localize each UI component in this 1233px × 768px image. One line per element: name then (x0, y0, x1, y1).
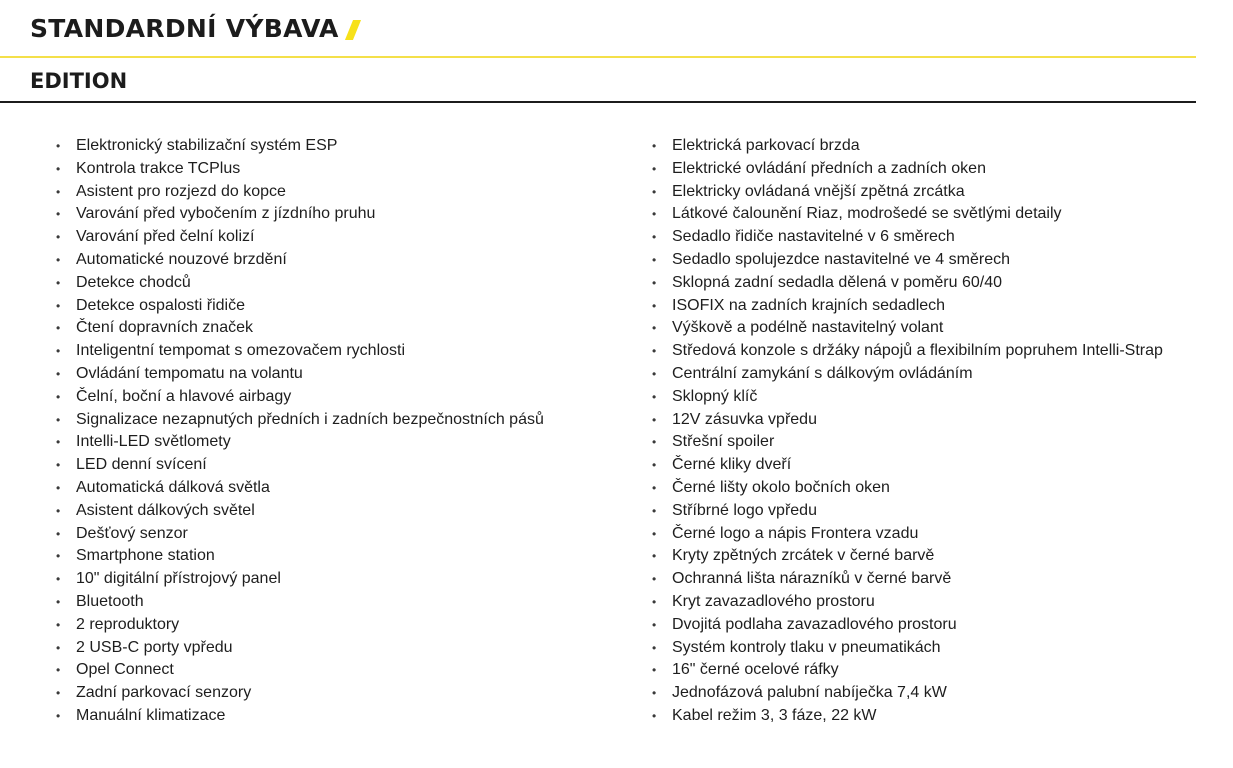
feature-item: • 10" digitální přístrojový panel (56, 568, 636, 591)
feature-item: • Čtení dopravních značek (56, 317, 636, 340)
feature-item: • Zadní parkovací senzory (56, 682, 636, 705)
feature-item: • Inteligentní tempomat s omezovačem rychlosti (56, 340, 636, 363)
feature-item: • Černé logo a nápis Frontera vzadu (652, 523, 1232, 546)
feature-item: • Asistent dálkových světel (56, 500, 636, 523)
feature-item: • Detekce ospalosti řidiče (56, 295, 636, 318)
feature-item: • Automatické nouzové brzdění (56, 249, 636, 272)
feature-item: • Systém kontroly tlaku v pneumatikách (652, 637, 1232, 660)
feature-item: • Látkové čalounění Riaz, modrošedé se světlými detaily (652, 203, 1232, 226)
feature-item: • 12V zásuvka vpředu (652, 409, 1232, 432)
black-divider (0, 101, 1196, 103)
feature-item: • Varování před vybočením z jízdního pruhu (56, 203, 636, 226)
slash-accent-icon (345, 20, 361, 40)
feature-item: • 2 reproduktory (56, 614, 636, 637)
feature-item: • Stříbrné logo vpředu (652, 500, 1232, 523)
feature-item: • Černé lišty okolo bočních oken (652, 477, 1232, 500)
feature-item: • Sklopná zadní sedadla dělená v poměru 60/40 (652, 272, 1232, 295)
feature-item: • 16" černé ocelové ráfky (652, 659, 1232, 682)
feature-item: • Asistent pro rozjezd do kopce (56, 181, 636, 204)
feature-item: • Detekce chodců (56, 272, 636, 295)
page-title: STANDARDNÍ VÝBAVA (30, 14, 339, 43)
feature-item: • Střešní spoiler (652, 431, 1232, 454)
feature-list-right (652, 135, 1232, 728)
feature-item: • Automatická dálková světla (56, 477, 636, 500)
feature-item: • Opel Connect (56, 659, 636, 682)
feature-item: • Elektrické ovládání předních a zadních oken (652, 158, 1232, 181)
feature-item: • Manuální klimatizace (56, 705, 636, 728)
section-title: EDITION (30, 69, 128, 93)
feature-item: • Kontrola trakce TCPlus (56, 158, 636, 181)
feature-item: • Bluetooth (56, 591, 636, 614)
feature-item: • Kabel režim 3, 3 fáze, 22 kW (652, 705, 1232, 728)
feature-item: • Čelní, boční a hlavové airbagy (56, 386, 636, 409)
feature-item: • LED denní svícení (56, 454, 636, 477)
feature-item: • Sedadlo spolujezdce nastavitelné ve 4 směrech (652, 249, 1232, 272)
feature-item: • Kryty zpětných zrcátek v černé barvě (652, 545, 1232, 568)
feature-item: • 2 USB-C porty vpředu (56, 637, 636, 660)
feature-item: • Elektrická parkovací brzda (652, 135, 1232, 158)
feature-list-left (56, 135, 636, 728)
feature-item: • Elektricky ovládaná vnější zpětná zrcátka (652, 181, 1232, 204)
feature-item: • Dvojitá podlaha zavazadlového prostoru (652, 614, 1232, 637)
feature-item: • Jednofázová palubní nabíječka 7,4 kW (652, 682, 1232, 705)
feature-item: • ISOFIX na zadních krajních sedadlech (652, 295, 1232, 318)
feature-item: • Centrální zamykání s dálkovým ovládáním (652, 363, 1232, 386)
yellow-divider (0, 56, 1196, 58)
feature-item: • Černé kliky dveří (652, 454, 1232, 477)
feature-item: • Smartphone station (56, 545, 636, 568)
feature-item: • Signalizace nezapnutých předních i zadních bezpečnostních pásů (56, 409, 636, 432)
feature-item: • Ochranná lišta nárazníků v černé barvě (652, 568, 1232, 591)
feature-item: • Sklopný klíč (652, 386, 1232, 409)
feature-item: • Intelli-LED světlomety (56, 431, 636, 454)
feature-item: • Varování před čelní kolizí (56, 226, 636, 249)
feature-item: • Výškově a podélně nastavitelný volant (652, 317, 1232, 340)
feature-item: • Sedadlo řidiče nastavitelné v 6 směrech (652, 226, 1232, 249)
feature-item: • Kryt zavazadlového prostoru (652, 591, 1232, 614)
page-header (30, 14, 357, 43)
feature-item: • Elektronický stabilizační systém ESP (56, 135, 636, 158)
feature-item: • Středová konzole s držáky nápojů a flexibilním popruhem Intelli-Strap (652, 340, 1232, 363)
feature-item: • Dešťový senzor (56, 523, 636, 546)
feature-item: • Ovládání tempomatu na volantu (56, 363, 636, 386)
